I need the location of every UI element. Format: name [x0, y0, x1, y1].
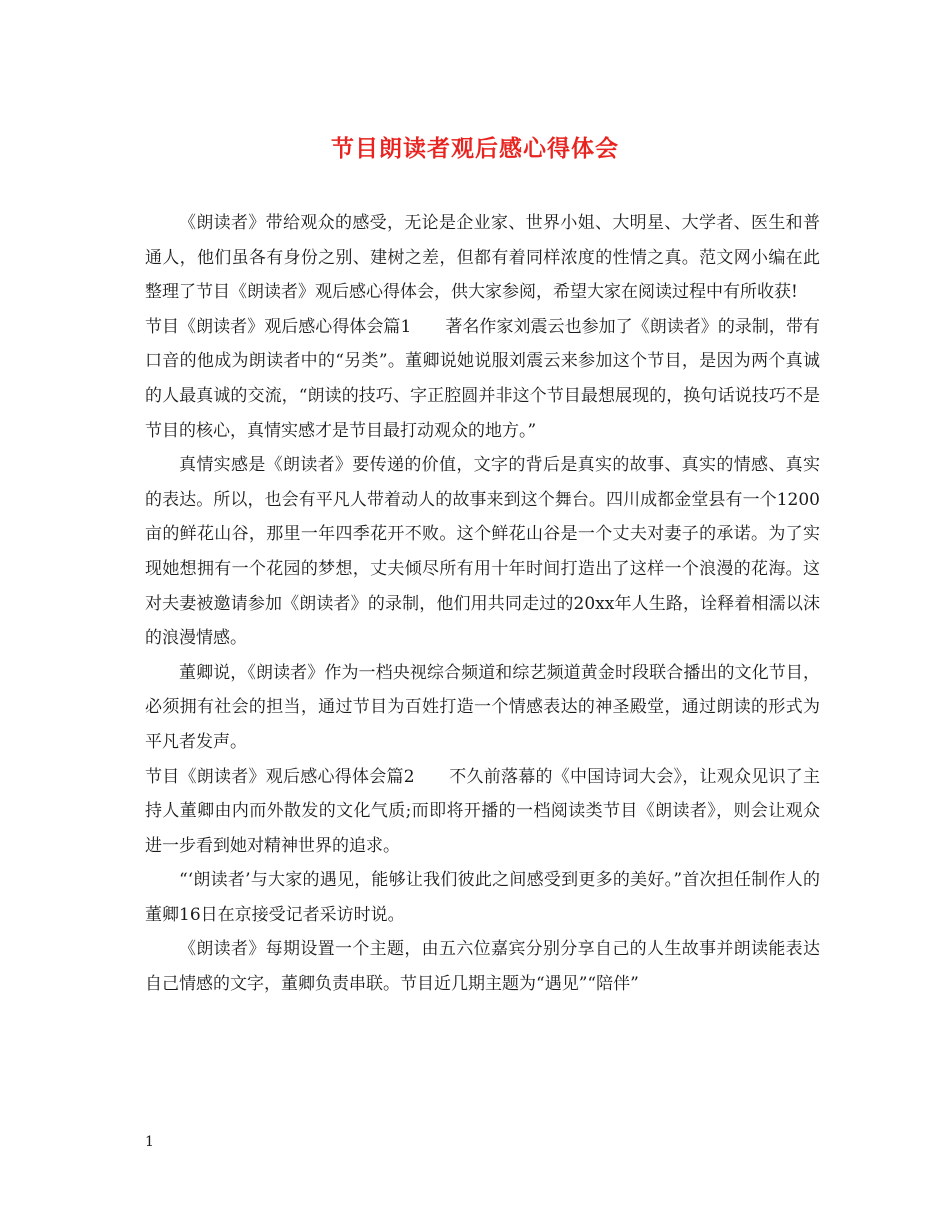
- document-title: 节目朗读者观后感心得体会: [331, 135, 619, 162]
- paragraph-section-1: 节目《朗读者》观后感心得体会篇1 著名作家刘震云也参加了《朗读者》的录制，带有口音的他成为朗读者中的“另类”。董卿说她说服刘震云来参加这个节目，是因为两个真诚的人最真诚的交流，“朗读的技巧、字正腔圆并非这个节目最想展现的，换句话说技巧不是节目的核心，真情实感才是节目最打动观众的地方。”: [145, 316, 820, 441]
- paragraph-format: 《朗读者》每期设置一个主题，由五六位嘉宾分别分享自己的人生故事并朗读能表达自己情感的文字，董卿负责串联。节目近几期主题为“遇见”“陪伴”: [145, 939, 820, 995]
- paragraph-quote: “‘朗读者’与大家的遇见，能够让我们彼此之间感受到更多的美好。”首次担任制作人的董卿16日在京接受记者采访时说。: [145, 870, 820, 925]
- paragraph-dong-qing: 董卿说，《朗读者》作为一档央视综合频道和综艺频道黄金时段联合播出的文化节目，必须拥有社会的担当，通过节目为百姓打造一个情感表达的神圣殿堂，通过朗读的形式为平凡者发声。: [145, 662, 820, 752]
- document-body: [145, 206, 820, 1002]
- paragraph-section-2: 节目《朗读者》观后感心得体会篇2 不久前落幕的《中国诗词大会》，让观众见识了主持人董卿由内而外散发的文化气质;而即将开播的一档阅读类节目《朗读者》，则会让观众进一步看到她对精神世界的追求。: [145, 766, 820, 856]
- paragraph-sincerity: 真情实感是《朗读者》要传递的价值，文字的背后是真实的故事、真实的情感、真实的表达。所以，也会有平凡人带着动人的故事来到这个舞台。四川成都金堂县有一个1200亩的鲜花山谷，那里一年四季花开不败。这个鲜花山谷是一个丈夫对妻子的承诺。为了实现她想拥有一个花园的梦想，丈夫倾尽所有用十年时间打造出了这样一个浪漫的花海。这对夫妻被邀请参加《朗读者》的录制，他们用共同走过的20xx年人生路，诠释着相濡以沫的浪漫情感。: [145, 455, 820, 649]
- page-number: 1: [145, 1134, 154, 1150]
- paragraph-intro: 《朗读者》带给观众的感受，无论是企业家、世界小姐、大明星、大学者、医生和普通人，他们虽各有身份之别、建树之差，但都有着同样浓度的性情之真。范文网小编在此整理了节目《朗读者》观后感心得体会，供大家参阅，希望大家在阅读过程中有所收获!: [145, 213, 820, 303]
